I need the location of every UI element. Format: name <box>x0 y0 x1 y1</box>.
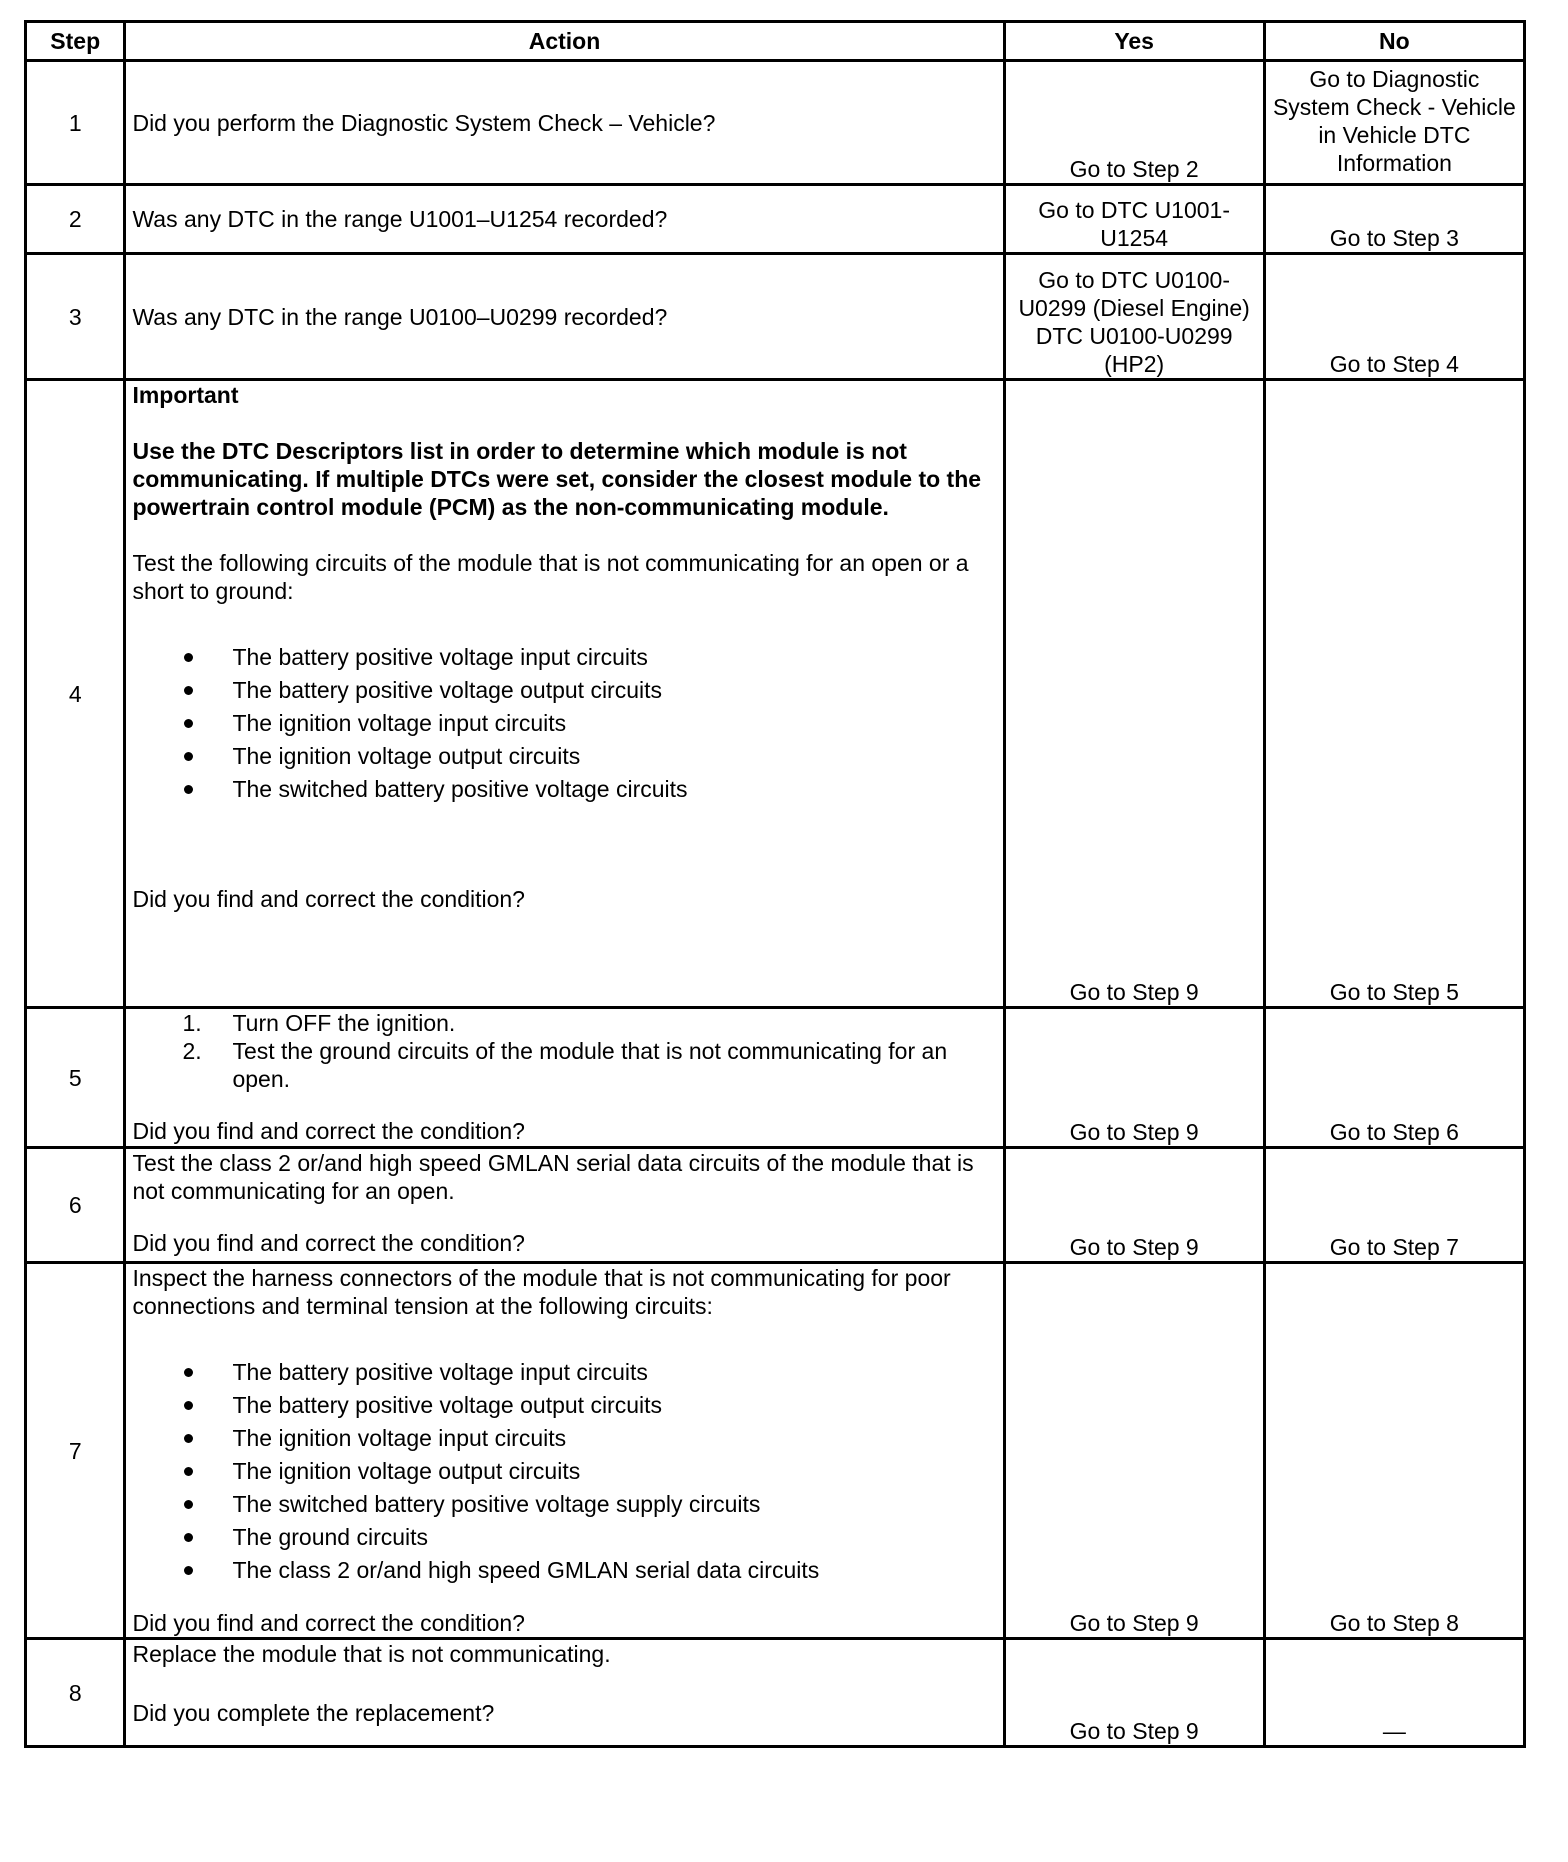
list-item-text: The switched battery positive voltage supply circuits <box>232 1491 761 1517</box>
action-cell <box>125 1148 1004 1263</box>
table-row <box>26 1263 1525 1639</box>
instruction-text: Replace the module that is not communicating. <box>132 1641 611 1667</box>
action-cell <box>125 1639 1004 1747</box>
bullet-icon <box>184 1500 193 1509</box>
yes-cell: Go to Step 9 <box>1004 1148 1264 1263</box>
no-cell: Go to Step 8 <box>1264 1263 1524 1639</box>
bullet-icon <box>184 653 193 662</box>
question-text: Was any DTC in the range U0100–U0299 recorded? <box>132 303 668 330</box>
action-cell <box>125 380 1004 1008</box>
bullet-icon <box>184 752 193 761</box>
list-number: 2. <box>182 1038 202 1064</box>
action-cell <box>125 1008 1004 1148</box>
bullet-icon <box>184 1533 193 1542</box>
list-item <box>132 1488 996 1521</box>
spacer <box>132 605 996 641</box>
diagnostic-table <box>24 20 1526 1748</box>
bullet-icon <box>184 686 193 695</box>
yes-cell: Go to DTC U0100-U0299 (Diesel Engine) DTC U0100-U0299 (HP2) <box>1004 254 1264 380</box>
yes-cell: Go to Step 2 <box>1004 61 1264 185</box>
bullet-icon <box>184 1566 193 1575</box>
list-item <box>132 641 996 674</box>
action-cell <box>125 185 1004 254</box>
list-item-text: The ignition voltage output circuits <box>232 1458 581 1484</box>
list-item-text: The ignition voltage output circuits <box>232 743 581 769</box>
list-item <box>132 674 996 707</box>
list-item <box>132 740 996 773</box>
step-number: 2 <box>26 185 125 254</box>
list-item-text: The ground circuits <box>232 1524 429 1550</box>
header-yes: Yes <box>1004 22 1264 61</box>
step-number: 4 <box>26 380 125 1008</box>
list-item-text: The switched battery positive voltage circuits <box>232 776 688 802</box>
step-number: 8 <box>26 1639 125 1747</box>
no-cell: Go to Step 4 <box>1264 254 1524 380</box>
instruction-text: Test the following circuits of the module that is not communicating for an open or a short to ground: <box>132 550 969 604</box>
no-cell: Go to Diagnostic System Check - Vehicle in Vehicle DTC Information <box>1264 61 1524 185</box>
numbered-steps <box>132 1009 996 1093</box>
list-item-text: Test the ground circuits of the module that is not communicating for an open. <box>232 1038 948 1092</box>
list-item <box>132 1009 996 1037</box>
question-text: Did you find and correct the condition? <box>132 886 525 912</box>
question-text: Did you perform the Diagnostic System Check – Vehicle? <box>132 109 716 136</box>
list-number: 1. <box>182 1010 202 1036</box>
spacer <box>132 1320 996 1356</box>
question-text: Did you find and correct the condition? <box>132 1230 525 1256</box>
list-item <box>132 1356 996 1389</box>
question-text: Did you find and correct the condition? <box>132 1118 525 1144</box>
table-row <box>26 61 1525 185</box>
yes-cell: Go to Step 9 <box>1004 1263 1264 1639</box>
spacer <box>132 1205 996 1229</box>
table-row <box>26 1639 1525 1747</box>
action-cell <box>125 1263 1004 1639</box>
no-cell: Go to Step 5 <box>1264 380 1524 1008</box>
list-item-text: The battery positive voltage input circuits <box>232 1359 648 1385</box>
table-row <box>26 1008 1525 1148</box>
list-item-text: The battery positive voltage input circuits <box>232 644 648 670</box>
list-item-text: Turn OFF the ignition. <box>232 1010 456 1036</box>
step-number: 7 <box>26 1263 125 1639</box>
list-item-text: The class 2 or/and high speed GMLAN serial data circuits <box>232 1557 820 1583</box>
no-cell: Go to Step 3 <box>1264 185 1524 254</box>
question-text: Was any DTC in the range U1001–U1254 recorded? <box>132 206 668 232</box>
bullet-icon <box>184 1401 193 1410</box>
spacer <box>132 1587 996 1609</box>
step-number: 1 <box>26 61 125 185</box>
spacer <box>132 1093 996 1117</box>
list-item <box>132 1554 996 1587</box>
header-step: Step <box>26 22 125 61</box>
list-item-text: The ignition voltage input circuits <box>232 710 567 736</box>
bullet-icon <box>184 1434 193 1443</box>
important-text: Use the DTC Descriptors list in order to determine which module is not communicating. If multiple DTCs were set, consider the closest module to the powertrain control module (PCM) as the non-communicating module. <box>132 438 982 520</box>
bullet-icon <box>184 785 193 794</box>
spacer <box>132 521 996 549</box>
no-cell: — <box>1264 1639 1524 1747</box>
spacer <box>132 806 996 885</box>
circuit-list <box>132 1356 996 1587</box>
no-cell: Go to Step 7 <box>1264 1148 1524 1263</box>
bullet-icon <box>184 719 193 728</box>
list-item <box>132 1389 996 1422</box>
step-number: 3 <box>26 254 125 380</box>
yes-cell: Go to Step 9 <box>1004 1639 1264 1747</box>
list-item <box>132 1422 996 1455</box>
instruction-text: Inspect the harness connectors of the module that is not communicating for poor connections and terminal tension at the following circuits: <box>132 1265 951 1319</box>
no-cell: Go to Step 6 <box>1264 1008 1524 1148</box>
table-row <box>26 380 1525 1008</box>
bullet-icon <box>184 1368 193 1377</box>
important-title: Important <box>132 382 239 408</box>
action-cell <box>125 61 1004 185</box>
list-item <box>132 773 996 806</box>
circuit-list <box>132 641 996 806</box>
list-item <box>132 1037 996 1093</box>
bullet-icon <box>184 1467 193 1476</box>
step-number: 5 <box>26 1008 125 1148</box>
list-item-text: The ignition voltage input circuits <box>232 1425 567 1451</box>
step-number: 6 <box>26 1148 125 1263</box>
yes-cell: Go to DTC U1001-U1254 <box>1004 185 1264 254</box>
header-action: Action <box>125 22 1004 61</box>
yes-cell: Go to Step 9 <box>1004 1008 1264 1148</box>
list-item-text: The battery positive voltage output circuits <box>232 677 663 703</box>
table-row <box>26 185 1525 254</box>
spacer <box>132 409 996 437</box>
table-row <box>26 1148 1525 1263</box>
yes-cell: Go to Step 9 <box>1004 380 1264 1008</box>
instruction-text: Test the class 2 or/and high speed GMLAN serial data circuits of the module that is not communicating for an open. <box>132 1150 974 1204</box>
table-row <box>26 254 1525 380</box>
list-item <box>132 707 996 740</box>
question-text: Did you find and correct the condition? <box>132 1610 525 1636</box>
list-item-text: The battery positive voltage output circuits <box>232 1392 663 1418</box>
question-text: Did you complete the replacement? <box>132 1700 495 1726</box>
spacer <box>132 1668 996 1699</box>
action-cell <box>125 254 1004 380</box>
list-item <box>132 1455 996 1488</box>
header-no: No <box>1264 22 1524 61</box>
list-item <box>132 1521 996 1554</box>
header-row <box>26 22 1525 61</box>
